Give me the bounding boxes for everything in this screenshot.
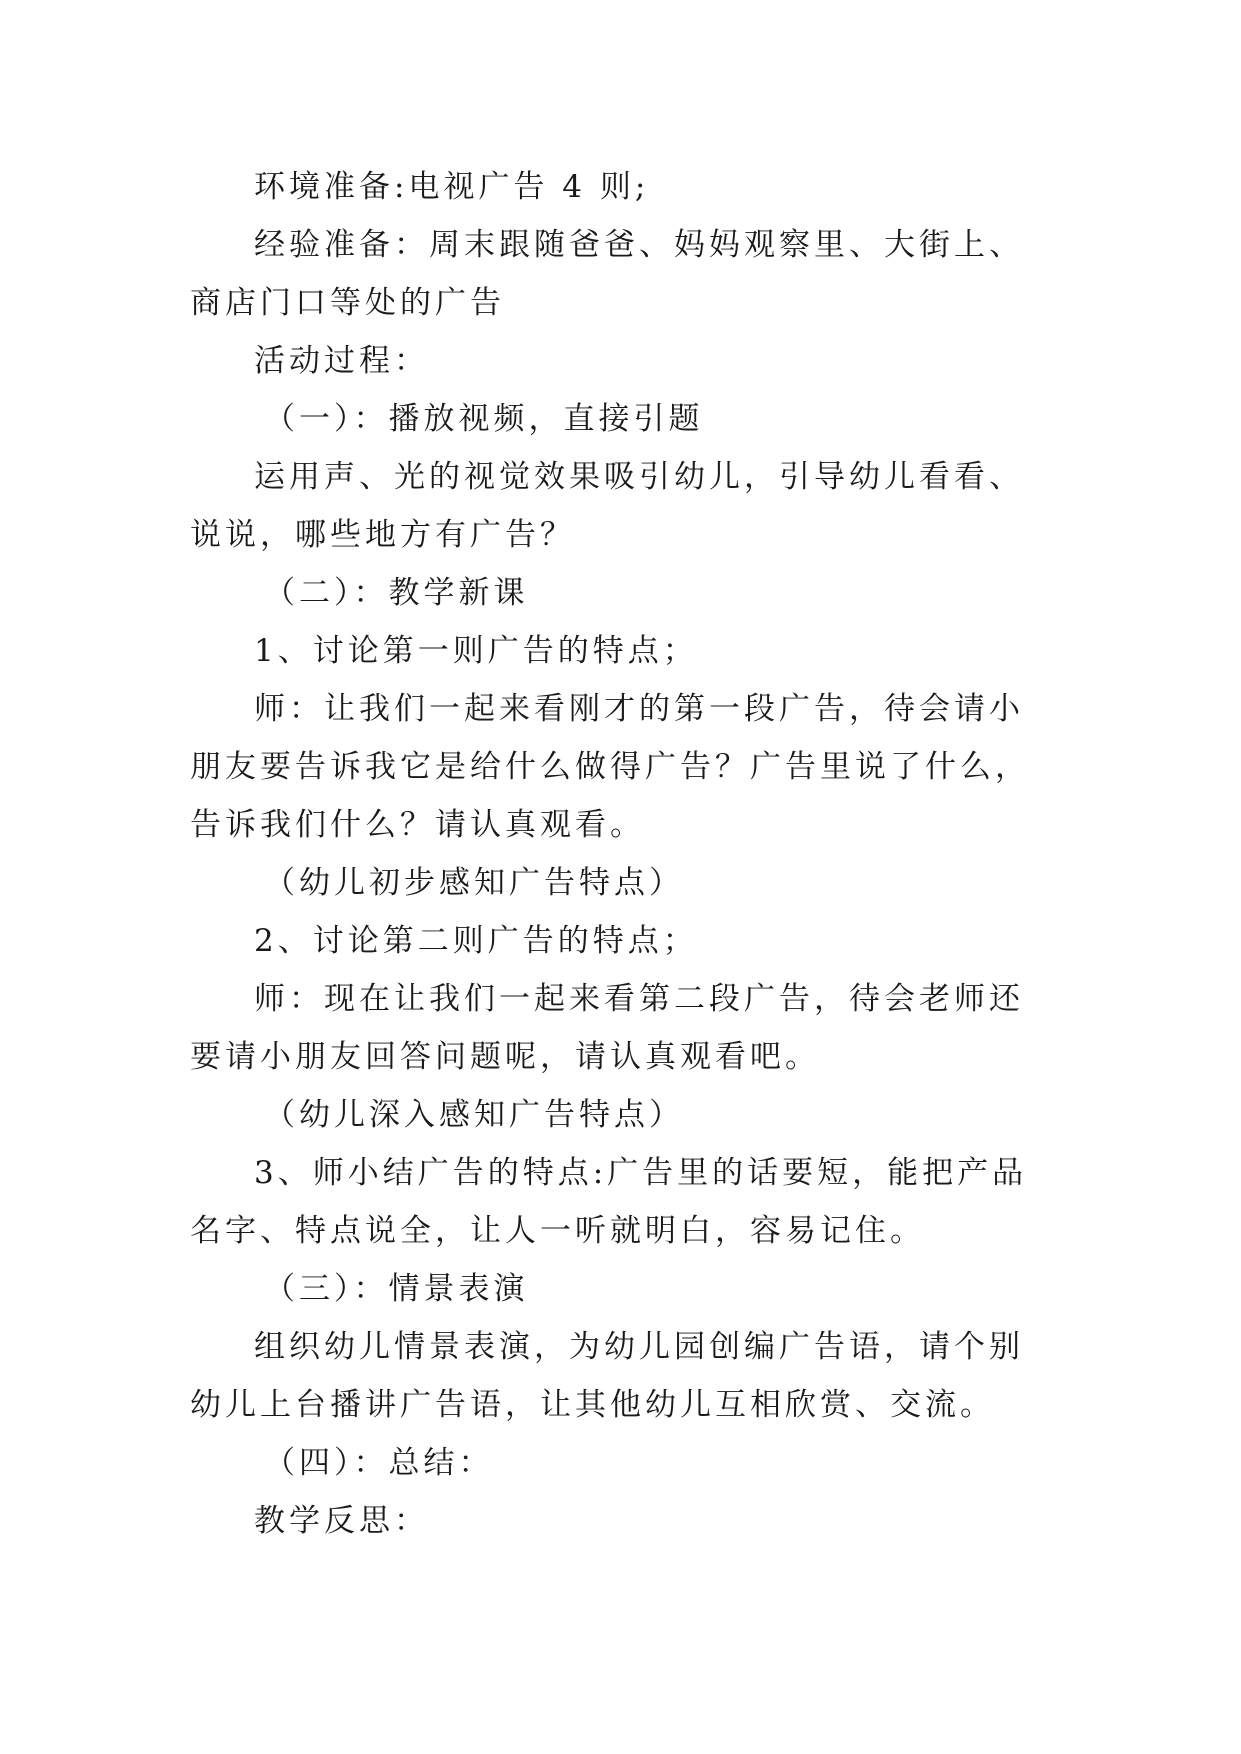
step-two: 2、讨论第二则广告的特点； bbox=[254, 923, 698, 959]
experience-prep: 经验准备：周末跟随爸爸、妈妈观察里、大街上、商店门口等处的广告 bbox=[190, 227, 1024, 321]
section-four-heading: （四）：总结： bbox=[264, 1445, 494, 1481]
teaching-reflection: 教学反思： bbox=[254, 1503, 429, 1539]
teacher-prompt-one: 师：让我们一起来看刚才的第一段广告，待会请小朋友要告诉我它是给什么做得广告？广告里说了什么，告诉我们什么？请认真观看。 bbox=[190, 691, 1030, 843]
section-one-text: 运用声、光的视觉效果吸引幼儿，引导幼儿看看、说说，哪些地方有广告？ bbox=[190, 459, 1024, 553]
document-body bbox=[190, 158, 1050, 1550]
environment-prep: 环境准备:电视广告 4 则; bbox=[254, 169, 650, 205]
section-three-text: 组织幼儿情景表演，为幼儿园创编广告语，请个别幼儿上台播讲广告语，让其他幼儿互相欣赏、交流。 bbox=[190, 1329, 1024, 1423]
step-one: 1、讨论第一则广告的特点； bbox=[254, 633, 698, 669]
note-two: （幼儿深入感知广告特点） bbox=[264, 1097, 684, 1133]
section-three-heading: （三）：情景表演 bbox=[264, 1271, 529, 1307]
note-one: （幼儿初步感知广告特点） bbox=[264, 865, 684, 901]
section-two-heading: （二）：教学新课 bbox=[264, 575, 529, 611]
step-three: 3、师小结广告的特点:广告里的话要短，能把产品名字、特点说全，让人一听就明白，容易记住。 bbox=[190, 1155, 1028, 1249]
teacher-prompt-two: 师：现在让我们一起来看第二段广告，待会老师还要请小朋友回答问题呢，请认真观看吧。 bbox=[190, 981, 1024, 1075]
section-one-heading: （一）：播放视频，直接引题 bbox=[264, 401, 704, 437]
activity-process-heading: 活动过程： bbox=[254, 343, 429, 379]
